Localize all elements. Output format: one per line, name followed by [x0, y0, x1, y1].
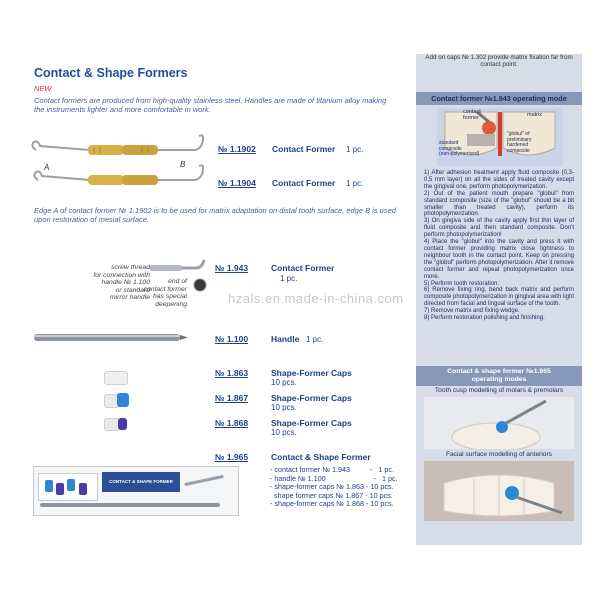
edge-a-label: A — [44, 163, 50, 172]
product-code-1943[interactable]: № 1.943 — [215, 263, 249, 273]
product-code-1902[interactable]: № 1.1902 — [218, 144, 256, 154]
section-1943-title: Contact former №1.943 operating mode — [431, 94, 567, 103]
product-code-1904[interactable]: № 1.1904 — [218, 178, 256, 188]
kit-line: - shape-former caps № 1.868 - 10 pcs. — [270, 499, 394, 508]
product-code-1965[interactable]: № 1.965 — [215, 452, 249, 462]
molar-modelling-photo — [424, 397, 574, 449]
kit-box-image — [33, 466, 239, 516]
panel-top-text: Add on caps № 1.302 provide matrix fixation far from contact point. — [425, 54, 573, 68]
contact-former-1902-drawing — [32, 135, 203, 155]
facial-caption: Facial surface modelling of anteriors — [446, 451, 552, 458]
step-item: 6) Remove fixing ring, bend back matrix and perform composite photopolymerization in gingival area with light directed from facial and lingual surface of the tooth. — [424, 287, 574, 308]
kit-line: - contact former № 1.943 - 1 pc. — [270, 465, 394, 474]
product-qty-1868: 10 pcs. — [271, 428, 297, 437]
product-code-1100[interactable]: № 1.100 — [215, 334, 249, 344]
tooth-diagram — [437, 108, 563, 166]
product-code-1867[interactable]: № 1.867 — [215, 393, 249, 403]
screw-thread-note: screw thread for connection with handle № 1.100 or standard mirror handle — [93, 264, 150, 301]
product-name-1868: Shape-Former Caps — [271, 418, 352, 428]
section-1965-title: Contact & shape former №1.965 operating modes — [447, 368, 551, 383]
diagram-label-matrix: matrix — [527, 112, 542, 118]
kit-former-image — [184, 475, 224, 486]
product-name-1902: Contact Former — [272, 144, 336, 154]
step-item: 3) On gingiva side of the cavity apply first thin layer of fluid composite and then standard composite. Don't perform photopolymerization! — [424, 218, 574, 239]
anterior-modelling-photo — [424, 461, 574, 521]
product-qty-1863: 10 pcs. — [271, 378, 297, 387]
product-name-1965: Contact & Shape Former — [271, 452, 371, 462]
product-qty-1902: 1 pc. — [346, 145, 364, 154]
diagram-label-globul: "globul" of preliminary hardened composite — [507, 131, 532, 154]
kit-contents-list — [270, 466, 398, 509]
product-qty-1904: 1 pc. — [346, 179, 364, 188]
kit-handle-image — [40, 503, 220, 507]
end-deepening-note: end of contact former has special deepening — [143, 278, 187, 308]
kit-box-label: CONTACT & SHAPE FORMER — [102, 472, 180, 492]
contact-former-1904-drawing — [34, 165, 203, 185]
product-name-1100: Handle — [271, 334, 300, 344]
watermark: hzals.en.made-in-china.com — [228, 291, 404, 306]
product-name-1943: Contact Former — [271, 263, 335, 273]
kit-caps-tray — [38, 473, 98, 501]
edge-b-label: B — [180, 160, 186, 169]
section-1943-header — [416, 92, 582, 105]
step-item: 1) After adhesion treatment apply fluid composite (0,3-0,5 mm layer) on all the sides of treated cavity except the gingival one, perform photopolymerization. — [424, 170, 574, 190]
cap-1867-image — [117, 393, 129, 407]
cusp-caption: Tooth cusp modelling of molars & premolars — [434, 387, 564, 394]
diagram-label-contact-former: contact former — [463, 109, 481, 121]
kit-line: - shape-former caps № 1.863 - 10 pcs. — [270, 482, 394, 491]
kit-line: shape former caps № 1.867 - 10 pcs. — [270, 490, 393, 500]
product-name-1904: Contact Former — [272, 178, 336, 188]
intro-text: Contact formers are produced from high-quality stainless steel. Handles are made of titanium alloy making the instruments lighter and more comfortable in work. — [34, 96, 387, 114]
page-title: Contact & Shape Formers — [34, 66, 188, 80]
product-qty-1100: 1 pc. — [306, 335, 324, 344]
step-item: 8) Perform restoration polishing and finishing. — [424, 315, 545, 322]
handle-1100-image — [34, 330, 190, 346]
diagram-label-standard: standard composite (non-polymerised) — [439, 140, 480, 158]
step-item: 5) Perform tooth restoration. — [424, 280, 500, 287]
product-qty-1943: 1 pc. — [280, 274, 298, 283]
product-code-1863[interactable]: № 1.863 — [215, 368, 249, 378]
product-name-1863: Shape-Former Caps — [271, 368, 352, 378]
edge-usage-note: Edge A of contact former № 1.1902 is to be used for matrix adaptation on distal tooth surface, edge B is used upon restoration of mesial surface. — [34, 206, 396, 224]
product-code-1868[interactable]: № 1.868 — [215, 418, 249, 428]
product-name-1867: Shape-Former Caps — [271, 393, 352, 403]
step-item: 2) Out of the patient mouth prepare "globul" from standard composite (size of the "globul" should be a bit smaller than treated cavity), perform its photopolymerization. — [424, 190, 574, 218]
cap-1868-image — [118, 418, 127, 430]
section-1965-header — [416, 366, 582, 386]
product-qty-1867: 10 pcs. — [271, 403, 297, 412]
kit-line: - handle № 1.100 - 1 pc. — [270, 473, 398, 483]
new-badge: NEW — [34, 84, 52, 93]
operating-steps — [424, 170, 574, 322]
step-item: 4) Place the "globul" into the cavity and press it with contact former providing matrix close tightness to neighbour tooth in the contact point. Keep on pressing the "globul" perform photopolymerization. After it remove contact former and repeat photopolymerization once more. — [424, 239, 574, 280]
cap-1863-image — [104, 371, 128, 385]
step-item: 7) Remove matrix and fixing wedge. — [424, 308, 520, 315]
